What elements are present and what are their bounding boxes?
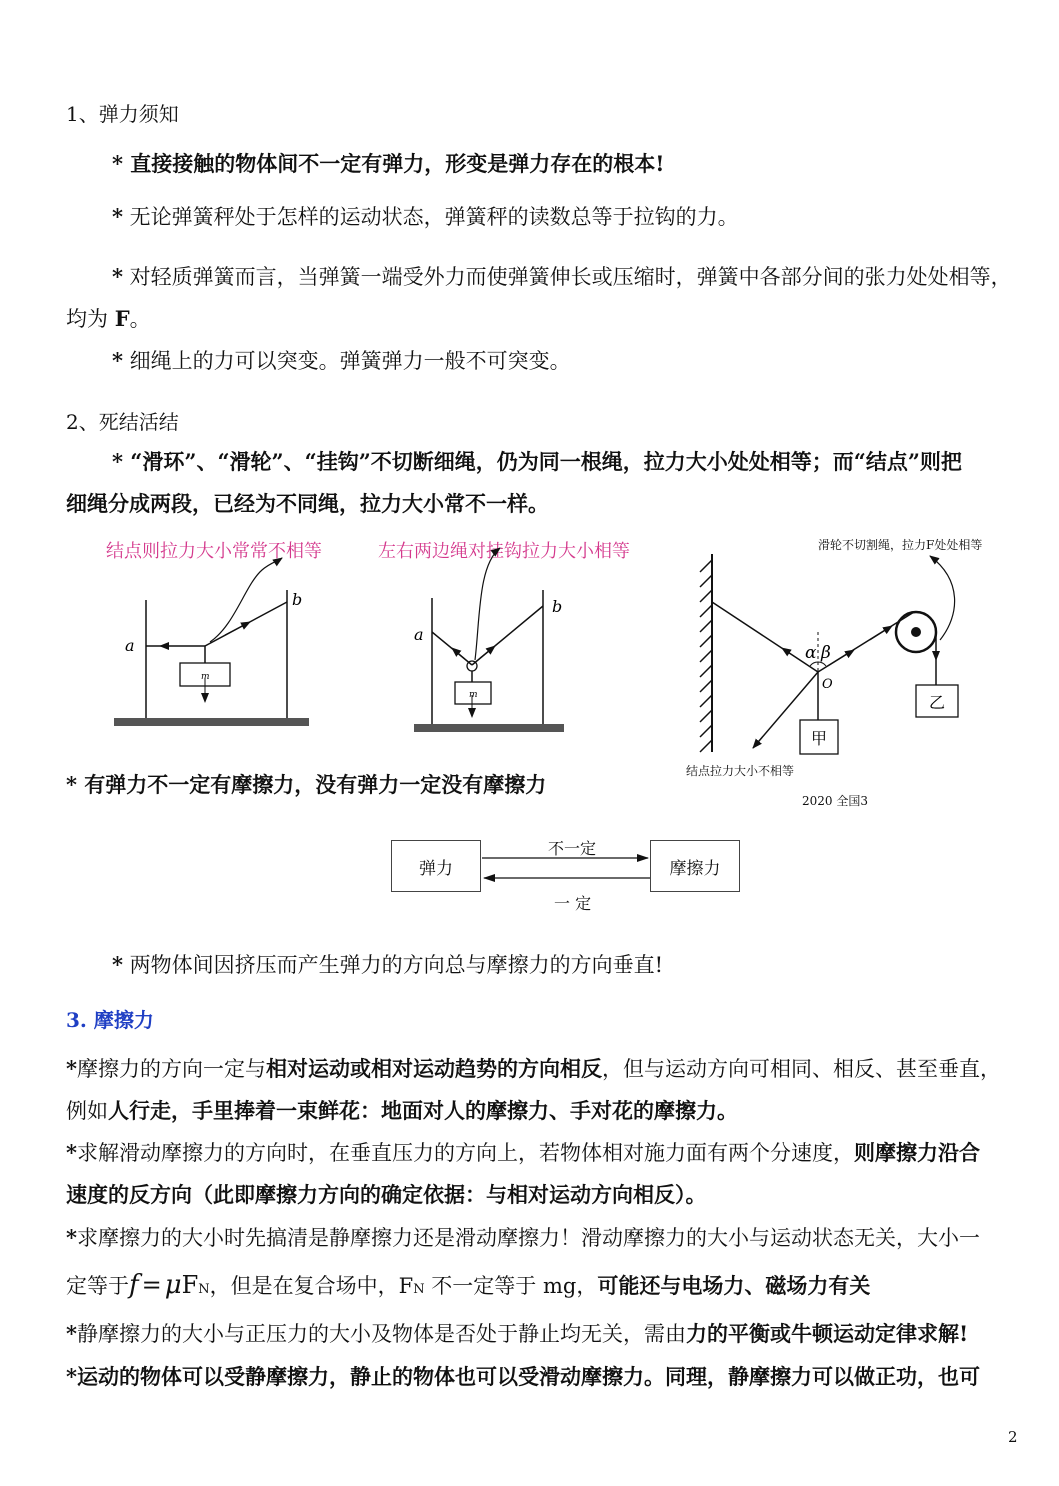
section2-line1 bbox=[112, 448, 962, 476]
fig2-ground bbox=[414, 724, 564, 732]
perpendicular-note bbox=[112, 951, 663, 979]
bullet-star: * bbox=[66, 1225, 77, 1250]
fig1-ground bbox=[114, 718, 309, 726]
bullet-star: * bbox=[112, 264, 123, 289]
formula-N: N bbox=[198, 1282, 210, 1297]
section2-line2: 细绳分成两段，已经为不同绳，拉力大小常不一样。 bbox=[66, 491, 549, 516]
section3-heading: 3. 摩擦力 bbox=[66, 1008, 154, 1032]
p2b: 则摩擦力沿合 bbox=[853, 1140, 980, 1165]
formula-eq: = bbox=[141, 1271, 162, 1299]
p2a: 求解滑动摩擦力的方向时，在垂直压力的方向上，若物体相对施力面有两个分速度， bbox=[76, 1141, 854, 1165]
p1c: ，但与运动方向可相同、相反、甚至垂直， bbox=[601, 1057, 1001, 1081]
fig3-arrow-pulley-2 bbox=[870, 626, 892, 640]
p1a: 摩擦力的方向一定与 bbox=[76, 1057, 266, 1081]
section3-p2-line2: 速度的反方向（此即摩擦力方向的确定依据：与相对运动方向相反）。 bbox=[66, 1182, 707, 1207]
fig3-bottom-caption: 结点拉力大小不相等 bbox=[686, 764, 795, 778]
p3e: 可能还与电场力、磁场力有关 bbox=[597, 1273, 871, 1298]
perpendicular-text: 两物体间因挤压而产生弹力的方向总与摩擦力的方向垂直! bbox=[129, 953, 664, 977]
bullet-star: * bbox=[112, 348, 123, 373]
bullet-star: * bbox=[112, 952, 123, 977]
bullet-star: * bbox=[66, 1140, 77, 1165]
fig3-source: 2020 全国3 bbox=[802, 794, 868, 808]
fig3-pulley-axle bbox=[911, 627, 921, 637]
fig2-arrow-right bbox=[480, 646, 495, 658]
section1-item-4-text: 细绳上的力可以突变。弹簧弹力一般不可突变。 bbox=[129, 349, 571, 373]
friction-rule-text: 有弹力不一定有摩擦力，没有弹力一定没有摩擦力 bbox=[84, 772, 547, 797]
p5: 运动的物体可以受静摩擦力，静止的物体也可以受滑动摩擦力。同理，静摩擦力可以做正功，也可 bbox=[76, 1364, 980, 1389]
section1-item-1 bbox=[112, 150, 665, 178]
page-number: 2 bbox=[1008, 1428, 1018, 1446]
bullet-star: * bbox=[66, 1056, 77, 1081]
fig2-pointer bbox=[475, 548, 500, 660]
arrow-top-label: 不一定 bbox=[548, 839, 597, 858]
p1b: 相对运动或相对运动趋势的方向相反 bbox=[265, 1056, 602, 1081]
fig2-label-a: a bbox=[414, 625, 424, 644]
arrow-bottom-label: 一 定 bbox=[554, 894, 592, 913]
section3-p3-line2 bbox=[66, 1271, 870, 1304]
p1d: 例如 bbox=[66, 1099, 108, 1123]
force-f: F bbox=[114, 306, 130, 331]
fig1-label-b: b bbox=[292, 590, 303, 609]
fn-N: N bbox=[413, 1282, 425, 1297]
fig3-label-o: O bbox=[822, 677, 833, 692]
fig3-top-caption: 滑轮不切割绳，拉力F处处相等 bbox=[818, 538, 983, 552]
section1-item-3-cont-text: 均为 bbox=[66, 307, 108, 331]
fig3-label-alpha: α bbox=[805, 643, 817, 663]
p3d: 不一定等于 mg， bbox=[424, 1274, 598, 1298]
fig3-label-yi: 乙 bbox=[929, 693, 946, 712]
period: 。 bbox=[129, 307, 151, 331]
section1-heading: 1、弹力须知 bbox=[66, 102, 179, 126]
bullet-star: * bbox=[112, 449, 123, 474]
fig1-arrow-b bbox=[225, 622, 250, 635]
fn-F: F bbox=[398, 1274, 414, 1298]
bullet-star: * bbox=[112, 151, 123, 176]
formula-f: f bbox=[129, 1270, 139, 1300]
section3-p4 bbox=[66, 1320, 968, 1348]
p3c: ，但是在复合场中， bbox=[209, 1274, 399, 1298]
section1-item-2-text: 无论弹簧秤处于怎样的运动状态，弹簧秤的读数总等于拉钩的力。 bbox=[129, 205, 739, 229]
bullet-star: * bbox=[112, 204, 123, 229]
section3-p3-line1 bbox=[66, 1224, 980, 1252]
p4b: 力的平衡或牛顿运动定律求解! bbox=[685, 1321, 969, 1346]
fig2-arrow-left bbox=[452, 648, 465, 659]
p1e: 人行走，手里捧着一束鲜花：地面对人的摩擦力、手对花的摩擦力。 bbox=[108, 1098, 738, 1123]
section3-p5 bbox=[66, 1363, 980, 1391]
fig3-resultant-arrow bbox=[753, 672, 818, 748]
section2-heading: 2、死结活结 bbox=[66, 410, 179, 434]
p3a: 求摩擦力的大小时先搞清是静摩擦力还是滑动摩擦力！滑动摩擦力的大小与运动状态无关，大小一 bbox=[76, 1226, 980, 1250]
section1-item-1-text: 直接接触的物体间不一定有弹力，形变是弹力存在的根本! bbox=[130, 151, 665, 176]
section1-item-3 bbox=[112, 263, 1012, 291]
section1-item-4 bbox=[112, 347, 571, 375]
box-elastic-force: 弹力 bbox=[391, 840, 481, 892]
fig2-label-b: b bbox=[552, 597, 563, 616]
p4a: 静摩擦力的大小与正压力的大小及物体是否处于静止均无关，需由 bbox=[76, 1322, 686, 1346]
section3-p1-line2 bbox=[66, 1097, 738, 1125]
section1-item-3-cont bbox=[66, 305, 151, 333]
bullet-star: * bbox=[66, 1321, 77, 1346]
p3b: 定等于 bbox=[66, 1274, 129, 1298]
section3-p1-line1 bbox=[66, 1055, 1001, 1083]
bullet-star: * bbox=[66, 1364, 77, 1389]
fig1-caption: 结点则拉力大小常常不相等 bbox=[106, 541, 322, 562]
fig3-label-beta: β bbox=[821, 643, 831, 663]
section3-p2-line1 bbox=[66, 1139, 980, 1167]
section2-line1-text: “滑环”、“滑轮”、“挂钩”不切断细绳，仍为同一根绳，拉力大小处处相等；而“结点”则把 bbox=[130, 449, 962, 474]
fig1-label-m: m bbox=[201, 672, 210, 682]
fig1-pointer bbox=[210, 558, 282, 642]
box-friction: 摩擦力 bbox=[650, 840, 740, 892]
fig3-label-jia: 甲 bbox=[811, 729, 828, 748]
bullet-star: * bbox=[66, 772, 77, 797]
fig2-hook-diagram bbox=[414, 548, 564, 732]
friction-rule bbox=[66, 771, 546, 799]
fig1-label-a: a bbox=[125, 636, 135, 655]
fig3-arrow-wall bbox=[782, 648, 806, 664]
formula-F: F bbox=[181, 1271, 199, 1299]
fig3-pulley-diagram bbox=[700, 554, 958, 754]
fig3-wall-hatch bbox=[700, 560, 712, 752]
fig2-hook bbox=[467, 661, 477, 671]
fig2-caption: 左右两边绳对挂钩拉力大小相等 bbox=[378, 541, 630, 562]
section1-item-3-text: 对轻质弹簧而言，当弹簧一端受外力而使弹簧伸长或压缩时，弹簧中各部分间的张力处处相等， bbox=[129, 265, 1012, 289]
section1-item-2 bbox=[112, 203, 739, 231]
fig2-label-m: m bbox=[469, 690, 478, 700]
fig1-knot-diagram bbox=[114, 558, 309, 726]
formula-mu: μ bbox=[164, 1270, 182, 1300]
fig3-arrow-pulley bbox=[828, 650, 854, 666]
fig3-pointer bbox=[930, 556, 955, 640]
